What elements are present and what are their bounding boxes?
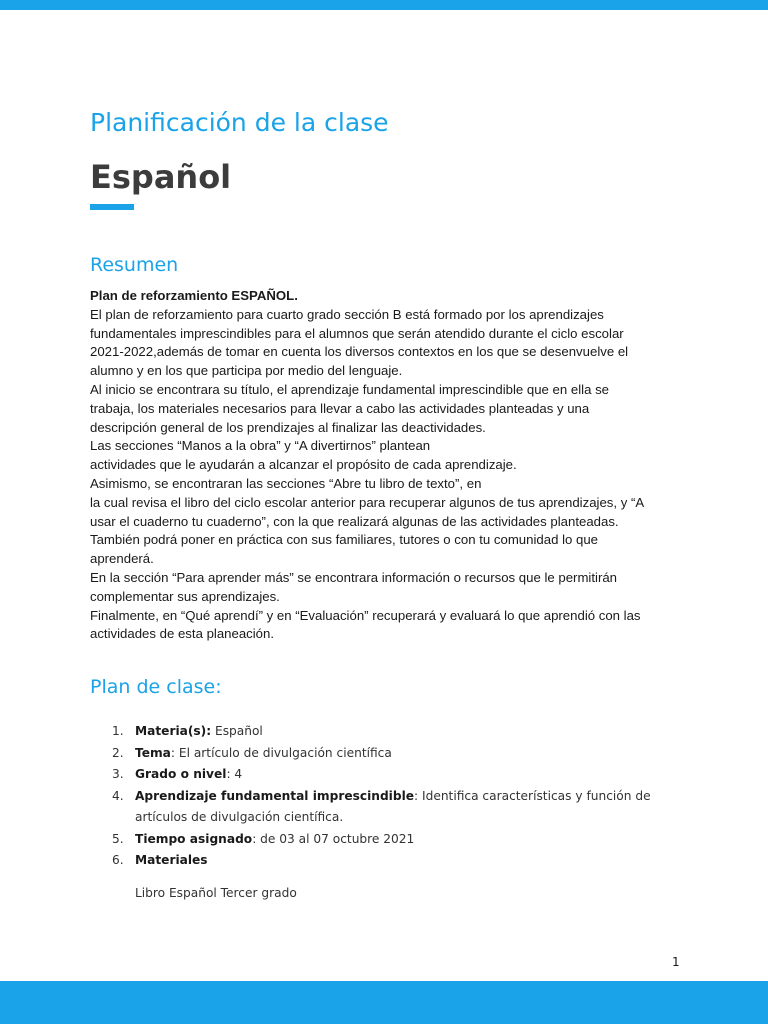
top-accent-bar — [0, 0, 768, 10]
plan-item-value: : El artículo de divulgación científica — [170, 745, 392, 760]
plan-item-label: Materiales — [135, 853, 208, 867]
page-number: 1 — [672, 955, 680, 969]
summary-line: actividades que le ayudarán a alcanzar el propósito de cada aprendizaje. — [90, 457, 517, 473]
plan-item-label: Tiempo asignado — [135, 831, 253, 846]
plan-item-label: Materia(s): — [135, 724, 212, 738]
list-number: 3. — [112, 767, 124, 781]
summary-line: Finalmente, en “Qué aprendí” y en “Evaluación” recuperará y evaluará lo que aprendió con las — [90, 607, 641, 623]
summary-line: actividades de esta planeación. — [90, 626, 275, 642]
summary-line: Asimismo, se encontraran las secciones “Abre tu libro de texto”, en — [90, 475, 482, 491]
summary-line: También podrá poner en práctica con sus familiares, tutores o con tu comunidad lo que — [90, 532, 599, 548]
plan-item-value: : Identifica características y función de artículos de divulgación científica. — [135, 788, 651, 824]
plan-item-value: : de 03 al 07 octubre 2021 — [252, 831, 415, 846]
summary-line: aprenderá. — [90, 551, 154, 567]
list-number: 1. — [112, 724, 124, 738]
plan-item-value: : 4 — [226, 767, 243, 781]
summary-line: Las secciones “Manos a la obra” y “A divertirnos” plantean — [90, 438, 431, 454]
summary-heading: Resumen — [90, 254, 179, 276]
plan-item-time — [90, 829, 690, 851]
plan-item-materials — [90, 850, 690, 872]
document-title: Planificación de la clase — [90, 108, 389, 137]
plan-item-label: Aprendizaje fundamental imprescindible — [135, 788, 415, 803]
plan-item-label: Tema — [135, 745, 171, 760]
subject-heading: Español — [90, 158, 232, 196]
materials-note: Libro Español Tercer grado — [135, 886, 297, 900]
list-number: 6. — [112, 853, 124, 867]
summary-line: El plan de reforzamiento para cuarto grado sección B está formado por los aprendizajes — [90, 306, 604, 322]
summary-text — [90, 287, 690, 644]
plan-item-learning — [90, 786, 690, 829]
summary-lead: Plan de reforzamiento ESPAÑOL. — [90, 288, 298, 303]
summary-line: complementar sus aprendizajes. — [90, 588, 280, 604]
plan-item-value: Español — [211, 724, 263, 738]
plan-list — [90, 721, 690, 872]
list-number: 5. — [112, 831, 124, 846]
summary-line: Al inicio se encontrara su título, el aprendizaje fundamental imprescindible que en ella se — [90, 381, 610, 397]
subject-underline — [90, 204, 134, 210]
plan-heading: Plan de clase: — [90, 676, 222, 698]
plan-item-subject — [90, 721, 690, 743]
summary-line: En la sección “Para aprender más” se encontrara información o recursos que le permitirán — [90, 569, 618, 585]
summary-line: 2021-2022,además de tomar en cuenta los diversos contextos en los que se desenvuelve el — [90, 344, 629, 360]
summary-line: usar el cuaderno tu cuaderno”, con la que realizará algunas de las actividades planteadas. — [90, 513, 619, 529]
summary-line: la cual revisa el libro del ciclo escolar anterior para recuperar algunos de tus aprendizajes, y “A — [90, 494, 645, 510]
plan-item-grade — [90, 764, 690, 786]
bottom-accent-bar — [0, 981, 768, 1024]
summary-line: trabaja, los materiales necesarios para llevar a cabo las actividades planteadas y una — [90, 400, 590, 416]
summary-line: descripción general de los prendizajes al finalizar las deactividades. — [90, 419, 486, 435]
plan-item-label: Grado o nivel — [135, 767, 227, 781]
list-number: 2. — [112, 745, 124, 760]
list-number: 4. — [112, 788, 124, 803]
plan-item-topic — [90, 743, 690, 765]
summary-line: fundamentales imprescindibles para el alumnos que serán atendido durante el ciclo escolar — [90, 325, 624, 341]
summary-line: alumno y en los que participa por medio del lenguaje. — [90, 363, 403, 379]
